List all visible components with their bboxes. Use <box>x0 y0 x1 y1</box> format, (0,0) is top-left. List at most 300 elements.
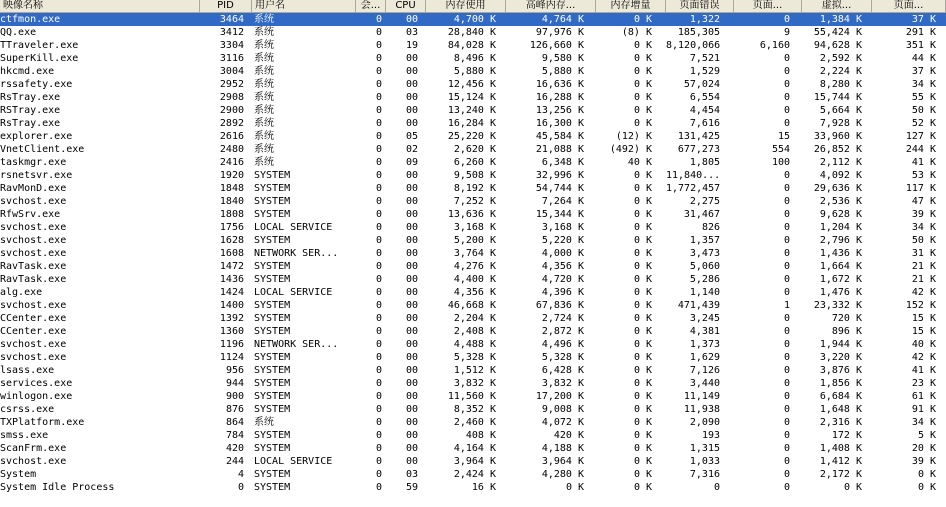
cell-page-faults-delta: 0 <box>783 14 790 25</box>
cell-mem-delta: 0 K <box>633 352 652 363</box>
cell-paged-pool: 291 K <box>905 27 936 38</box>
cell-page-faults-delta: 0 <box>783 417 790 428</box>
cell-page-faults: 2,275 <box>689 196 720 207</box>
cell-pid: 1400 <box>219 300 244 311</box>
table-row[interactable] <box>0 143 946 156</box>
cell-pid: 1436 <box>219 274 244 285</box>
cell-page-faults: 3,440 <box>689 378 720 389</box>
cell-pid: 1472 <box>219 261 244 272</box>
cell-page-faults-delta: 15 <box>777 131 790 142</box>
cell-peak-mem: 54,744 K <box>535 183 584 194</box>
cell-peak-mem: 9,580 K <box>541 53 584 64</box>
table-row[interactable] <box>0 130 946 143</box>
table-row[interactable] <box>0 156 946 169</box>
cell-page-faults: 7,616 <box>689 118 720 129</box>
table-row[interactable] <box>0 312 946 325</box>
cell-session: 0 <box>375 144 382 155</box>
cell-peak-mem: 0 K <box>565 482 584 493</box>
cell-user-name: SYSTEM <box>254 430 291 441</box>
cell-session: 0 <box>375 235 382 246</box>
cell-virtual-mem: 1,648 K <box>819 404 862 415</box>
table-row[interactable] <box>0 377 946 390</box>
cell-mem-usage: 5,328 K <box>453 352 496 363</box>
cell-user-name: 系统 <box>254 118 274 129</box>
cell-image-name: VnetClient.exe <box>0 144 85 155</box>
cell-user-name: LOCAL SERVICE <box>254 287 333 298</box>
cell-page-faults: 3,473 <box>689 248 720 259</box>
cell-page-faults: 5,060 <box>689 261 720 272</box>
table-row[interactable] <box>0 117 946 130</box>
cell-image-name: RavTask.exe <box>0 261 67 272</box>
cell-user-name: 系统 <box>254 27 274 38</box>
cell-virtual-mem: 1,204 K <box>819 222 862 233</box>
cell-image-name: RavMonD.exe <box>0 183 67 194</box>
table-row[interactable] <box>0 104 946 117</box>
cell-image-name: RfwSrv.exe <box>0 209 61 220</box>
cell-user-name: 系统 <box>254 92 274 103</box>
cell-paged-pool: 5 K <box>917 430 936 441</box>
cell-virtual-mem: 1,856 K <box>819 378 862 389</box>
cell-cpu: 00 <box>405 261 418 272</box>
cell-mem-usage: 13,636 K <box>447 209 496 220</box>
table-row[interactable] <box>0 182 946 195</box>
cell-mem-delta: 0 K <box>633 456 652 467</box>
cell-paged-pool: 50 K <box>911 105 936 116</box>
cell-peak-mem: 6,348 K <box>541 157 584 168</box>
cell-image-name: hkcmd.exe <box>0 66 55 77</box>
cell-user-name: SYSTEM <box>254 300 291 311</box>
cell-pid: 1756 <box>219 222 244 233</box>
cell-image-name: csrss.exe <box>0 404 55 415</box>
table-row[interactable] <box>0 221 946 234</box>
table-row[interactable] <box>0 325 946 338</box>
cell-mem-delta: 0 K <box>633 404 652 415</box>
cell-cpu: 00 <box>405 391 418 402</box>
process-rows <box>0 13 946 494</box>
cell-peak-mem: 21,088 K <box>535 144 584 155</box>
cell-page-faults-delta: 0 <box>783 261 790 272</box>
cell-mem-usage: 2,460 K <box>453 417 496 428</box>
cell-mem-usage: 4,400 K <box>453 274 496 285</box>
column-header-image-name[interactable]: 映像名称 <box>0 0 200 12</box>
cell-mem-usage: 28,840 K <box>447 27 496 38</box>
table-row[interactable] <box>0 39 946 52</box>
table-row[interactable] <box>0 468 946 481</box>
cell-paged-pool: 34 K <box>911 222 936 233</box>
table-row[interactable] <box>0 286 946 299</box>
cell-mem-delta: 0 K <box>633 235 652 246</box>
cell-peak-mem: 16,300 K <box>535 118 584 129</box>
cell-user-name: 系统 <box>254 79 274 90</box>
cell-pid: 0 <box>237 482 244 493</box>
cell-page-faults: 57,024 <box>683 79 720 90</box>
cell-pid: 956 <box>225 365 244 376</box>
cell-session: 0 <box>375 482 382 493</box>
cell-paged-pool: 53 K <box>911 170 936 181</box>
cell-image-name: RsTray.exe <box>0 92 61 103</box>
table-row[interactable] <box>0 338 946 351</box>
cell-mem-delta: 0 K <box>633 183 652 194</box>
cell-cpu: 00 <box>405 456 418 467</box>
cell-mem-usage: 4,356 K <box>453 287 496 298</box>
cell-mem-delta: 0 K <box>633 391 652 402</box>
cell-virtual-mem: 3,876 K <box>819 365 862 376</box>
cell-mem-usage: 5,200 K <box>453 235 496 246</box>
cell-session: 0 <box>375 404 382 415</box>
cell-user-name: SYSTEM <box>254 261 291 272</box>
cell-image-name: rssafety.exe <box>0 79 73 90</box>
column-header-paged-pool[interactable]: 页面... <box>872 0 946 12</box>
cell-paged-pool: 41 K <box>911 157 936 168</box>
cell-user-name: 系统 <box>254 157 274 168</box>
cell-page-faults: 7,521 <box>689 53 720 64</box>
cell-virtual-mem: 0 K <box>843 482 862 493</box>
cell-page-faults-delta: 554 <box>771 144 790 155</box>
cell-virtual-mem: 1,384 K <box>819 14 862 25</box>
table-row[interactable] <box>0 208 946 221</box>
cell-image-name: svchost.exe <box>0 300 67 311</box>
column-header-user-name[interactable]: 用户名 <box>252 0 356 12</box>
table-row[interactable] <box>0 78 946 91</box>
cell-paged-pool: 55 K <box>911 92 936 103</box>
cell-mem-usage: 3,168 K <box>453 222 496 233</box>
cell-cpu: 00 <box>405 417 418 428</box>
cell-image-name: TTraveler.exe <box>0 40 79 51</box>
cell-peak-mem: 4,356 K <box>541 261 584 272</box>
cell-peak-mem: 9,008 K <box>541 404 584 415</box>
column-header-virtual-mem[interactable]: 虚拟... <box>802 0 872 12</box>
column-header-page-faults-delta[interactable]: 页面... <box>734 0 802 12</box>
cell-virtual-mem: 2,224 K <box>819 66 862 77</box>
cell-mem-delta: 0 K <box>633 92 652 103</box>
cell-mem-delta: 0 K <box>633 196 652 207</box>
cell-session: 0 <box>375 456 382 467</box>
cell-image-name: System <box>0 469 37 480</box>
cell-cpu: 00 <box>405 235 418 246</box>
cell-session: 0 <box>375 183 382 194</box>
cell-mem-delta: 0 K <box>633 222 652 233</box>
cell-page-faults-delta: 0 <box>783 183 790 194</box>
table-row[interactable] <box>0 403 946 416</box>
cell-user-name: SYSTEM <box>254 391 291 402</box>
cell-image-name: SuperKill.exe <box>0 53 79 64</box>
cell-image-name: svchost.exe <box>0 196 67 207</box>
table-row[interactable] <box>0 195 946 208</box>
cell-page-faults-delta: 0 <box>783 105 790 116</box>
cell-page-faults-delta: 0 <box>783 482 790 493</box>
cell-image-name: RSTray.exe <box>0 105 61 116</box>
column-header-mem-delta[interactable]: 内存增量 <box>596 0 666 12</box>
cell-pid: 1628 <box>219 235 244 246</box>
cell-cpu: 00 <box>405 79 418 90</box>
cell-page-faults-delta: 0 <box>783 196 790 207</box>
cell-mem-usage: 84,028 K <box>447 40 496 51</box>
cell-pid: 2480 <box>219 144 244 155</box>
cell-paged-pool: 91 K <box>911 404 936 415</box>
column-header-peak-mem[interactable]: 高峰内存... <box>506 0 596 12</box>
column-header-bar <box>0 0 946 13</box>
cell-cpu: 00 <box>405 443 418 454</box>
cell-image-name: winlogon.exe <box>0 391 73 402</box>
cell-mem-delta: (12) K <box>615 131 652 142</box>
cell-user-name: 系统 <box>254 66 274 77</box>
cell-page-faults: 0 <box>713 482 720 493</box>
cell-cpu: 00 <box>405 430 418 441</box>
cell-page-faults: 1,373 <box>689 339 720 350</box>
cell-virtual-mem: 9,628 K <box>819 209 862 220</box>
cell-user-name: SYSTEM <box>254 326 291 337</box>
cell-page-faults: 185,305 <box>677 27 720 38</box>
cell-image-name: lsass.exe <box>0 365 55 376</box>
table-row[interactable] <box>0 26 946 39</box>
cell-peak-mem: 4,720 K <box>541 274 584 285</box>
cell-mem-usage: 46,668 K <box>447 300 496 311</box>
table-row[interactable] <box>0 13 946 26</box>
cell-user-name: 系统 <box>254 14 274 25</box>
cell-page-faults: 1,033 <box>689 456 720 467</box>
cell-page-faults-delta: 1 <box>783 300 790 311</box>
cell-page-faults: 1,322 <box>689 14 720 25</box>
table-row[interactable] <box>0 455 946 468</box>
cell-pid: 244 <box>225 456 244 467</box>
table-row[interactable] <box>0 481 946 494</box>
table-row[interactable] <box>0 65 946 78</box>
cell-cpu: 00 <box>405 274 418 285</box>
cell-page-faults-delta: 100 <box>771 157 790 168</box>
cell-session: 0 <box>375 209 382 220</box>
cell-image-name: TXPlatform.exe <box>0 417 85 428</box>
cell-paged-pool: 21 K <box>911 261 936 272</box>
cell-session: 0 <box>375 443 382 454</box>
cell-peak-mem: 4,496 K <box>541 339 584 350</box>
cell-mem-delta: 0 K <box>633 430 652 441</box>
cell-page-faults: 7,316 <box>689 469 720 480</box>
cell-peak-mem: 4,000 K <box>541 248 584 259</box>
cell-peak-mem: 3,832 K <box>541 378 584 389</box>
cell-mem-delta: 0 K <box>633 339 652 350</box>
cell-mem-usage: 4,164 K <box>453 443 496 454</box>
cell-page-faults: 4,381 <box>689 326 720 337</box>
cell-page-faults-delta: 9 <box>783 27 790 38</box>
cell-page-faults: 1,357 <box>689 235 720 246</box>
cell-cpu: 09 <box>405 157 418 168</box>
cell-paged-pool: 61 K <box>911 391 936 402</box>
cell-user-name: SYSTEM <box>254 183 291 194</box>
table-row[interactable] <box>0 247 946 260</box>
cell-session: 0 <box>375 170 382 181</box>
cell-mem-delta: 0 K <box>633 53 652 64</box>
cell-paged-pool: 34 K <box>911 79 936 90</box>
table-row[interactable] <box>0 429 946 442</box>
cell-page-faults-delta: 0 <box>783 287 790 298</box>
cell-pid: 1392 <box>219 313 244 324</box>
cell-session: 0 <box>375 391 382 402</box>
table-row[interactable] <box>0 234 946 247</box>
cell-pid: 1840 <box>219 196 244 207</box>
cell-mem-delta: 0 K <box>633 209 652 220</box>
cell-mem-usage: 1,512 K <box>453 365 496 376</box>
cell-cpu: 02 <box>405 144 418 155</box>
cell-peak-mem: 6,428 K <box>541 365 584 376</box>
cell-virtual-mem: 94,628 K <box>813 40 862 51</box>
column-header-cpu[interactable]: CPU <box>386 0 426 12</box>
cell-pid: 2416 <box>219 157 244 168</box>
cell-page-faults: 5,286 <box>689 274 720 285</box>
cell-virtual-mem: 15,744 K <box>813 92 862 103</box>
table-row[interactable] <box>0 390 946 403</box>
cell-user-name: SYSTEM <box>254 274 291 285</box>
cell-page-faults: 1,529 <box>689 66 720 77</box>
cell-cpu: 00 <box>405 352 418 363</box>
cell-page-faults-delta: 0 <box>783 378 790 389</box>
table-row[interactable] <box>0 260 946 273</box>
cell-cpu: 00 <box>405 339 418 350</box>
table-row[interactable] <box>0 52 946 65</box>
cell-image-name: taskmgr.exe <box>0 157 67 168</box>
cell-user-name: SYSTEM <box>254 469 291 480</box>
cell-mem-usage: 2,620 K <box>453 144 496 155</box>
cell-page-faults-delta: 0 <box>783 326 790 337</box>
cell-peak-mem: 97,976 K <box>535 27 584 38</box>
cell-mem-usage: 4,700 K <box>453 14 496 25</box>
cell-mem-usage: 4,276 K <box>453 261 496 272</box>
column-header-mem-usage[interactable]: 内存使用 <box>426 0 506 12</box>
cell-cpu: 00 <box>405 404 418 415</box>
table-row[interactable] <box>0 169 946 182</box>
cell-cpu: 00 <box>405 300 418 311</box>
table-row[interactable] <box>0 416 946 429</box>
cell-peak-mem: 16,636 K <box>535 79 584 90</box>
cell-page-faults-delta: 0 <box>783 365 790 376</box>
table-row[interactable] <box>0 273 946 286</box>
cell-user-name: 系统 <box>254 417 274 428</box>
cell-cpu: 00 <box>405 222 418 233</box>
cell-peak-mem: 5,880 K <box>541 66 584 77</box>
cell-mem-delta: 0 K <box>633 14 652 25</box>
cell-cpu: 00 <box>405 365 418 376</box>
cell-session: 0 <box>375 339 382 350</box>
cell-peak-mem: 126,660 K <box>529 40 584 51</box>
cell-mem-delta: 0 K <box>633 261 652 272</box>
cell-cpu: 00 <box>405 248 418 259</box>
cell-mem-usage: 15,124 K <box>447 92 496 103</box>
cell-image-name: QQ.exe <box>0 27 37 38</box>
cell-image-name: ScanFrm.exe <box>0 443 67 454</box>
table-row[interactable] <box>0 351 946 364</box>
cell-virtual-mem: 1,476 K <box>819 287 862 298</box>
cell-peak-mem: 420 K <box>553 430 584 441</box>
cell-virtual-mem: 2,316 K <box>819 417 862 428</box>
cell-user-name: SYSTEM <box>254 443 291 454</box>
cell-virtual-mem: 720 K <box>831 313 862 324</box>
cell-user-name: 系统 <box>254 40 274 51</box>
cell-session: 0 <box>375 274 382 285</box>
cell-paged-pool: 15 K <box>911 326 936 337</box>
cell-page-faults: 1,140 <box>689 287 720 298</box>
cell-mem-delta: 0 K <box>633 313 652 324</box>
cell-session: 0 <box>375 352 382 363</box>
cell-mem-usage: 6,260 K <box>453 157 496 168</box>
cell-user-name: SYSTEM <box>254 378 291 389</box>
cell-session: 0 <box>375 365 382 376</box>
cell-pid: 1608 <box>219 248 244 259</box>
cell-paged-pool: 152 K <box>905 300 936 311</box>
cell-peak-mem: 4,280 K <box>541 469 584 480</box>
cell-page-faults: 677,273 <box>677 144 720 155</box>
column-header-page-faults[interactable]: 页面错误 <box>666 0 734 12</box>
cell-peak-mem: 15,344 K <box>535 209 584 220</box>
cell-cpu: 59 <box>405 482 418 493</box>
cell-user-name: 系统 <box>254 105 274 116</box>
cell-mem-delta: 0 K <box>633 469 652 480</box>
cell-image-name: svchost.exe <box>0 248 67 259</box>
cell-user-name: SYSTEM <box>254 404 291 415</box>
cell-page-faults-delta: 0 <box>783 53 790 64</box>
column-header-session[interactable]: 会... <box>356 0 386 12</box>
table-row[interactable] <box>0 442 946 455</box>
cell-mem-usage: 4,488 K <box>453 339 496 350</box>
cell-page-faults-delta: 0 <box>783 222 790 233</box>
table-row[interactable] <box>0 299 946 312</box>
cell-mem-usage: 8,496 K <box>453 53 496 64</box>
cell-paged-pool: 117 K <box>905 183 936 194</box>
cell-user-name: 系统 <box>254 131 274 142</box>
cell-image-name: ctfmon.exe <box>0 14 61 25</box>
cell-user-name: SYSTEM <box>254 235 291 246</box>
cell-user-name: 系统 <box>254 53 274 64</box>
cell-session: 0 <box>375 248 382 259</box>
cell-mem-usage: 13,240 K <box>447 105 496 116</box>
cell-pid: 3304 <box>219 40 244 51</box>
cell-paged-pool: 244 K <box>905 144 936 155</box>
cell-session: 0 <box>375 300 382 311</box>
cell-virtual-mem: 3,220 K <box>819 352 862 363</box>
cell-mem-usage: 9,508 K <box>453 170 496 181</box>
cell-virtual-mem: 29,636 K <box>813 183 862 194</box>
cell-peak-mem: 32,996 K <box>535 170 584 181</box>
cell-image-name: svchost.exe <box>0 352 67 363</box>
table-row[interactable] <box>0 364 946 377</box>
cell-page-faults: 7,126 <box>689 365 720 376</box>
cell-session: 0 <box>375 196 382 207</box>
cell-page-faults: 2,090 <box>689 417 720 428</box>
cell-peak-mem: 4,764 K <box>541 14 584 25</box>
cell-pid: 784 <box>225 430 244 441</box>
cell-paged-pool: 0 K <box>917 469 936 480</box>
cell-user-name: SYSTEM <box>254 352 291 363</box>
cell-mem-delta: 0 K <box>633 40 652 51</box>
cell-pid: 3464 <box>219 14 244 25</box>
cell-pid: 3004 <box>219 66 244 77</box>
cell-session: 0 <box>375 157 382 168</box>
table-row[interactable] <box>0 91 946 104</box>
cell-pid: 2952 <box>219 79 244 90</box>
cell-virtual-mem: 2,796 K <box>819 235 862 246</box>
cell-paged-pool: 41 K <box>911 365 936 376</box>
cell-mem-usage: 2,424 K <box>453 469 496 480</box>
cell-page-faults: 6,554 <box>689 92 720 103</box>
cell-mem-delta: 0 K <box>633 105 652 116</box>
column-header-pid[interactable]: PID <box>200 0 252 12</box>
cell-pid: 900 <box>225 391 244 402</box>
cell-mem-delta: 0 K <box>633 326 652 337</box>
cell-cpu: 00 <box>405 378 418 389</box>
cell-mem-usage: 2,408 K <box>453 326 496 337</box>
cell-user-name: LOCAL SERVICE <box>254 456 333 467</box>
cell-user-name: SYSTEM <box>254 482 291 493</box>
cell-cpu: 00 <box>405 53 418 64</box>
cell-pid: 2616 <box>219 131 244 142</box>
